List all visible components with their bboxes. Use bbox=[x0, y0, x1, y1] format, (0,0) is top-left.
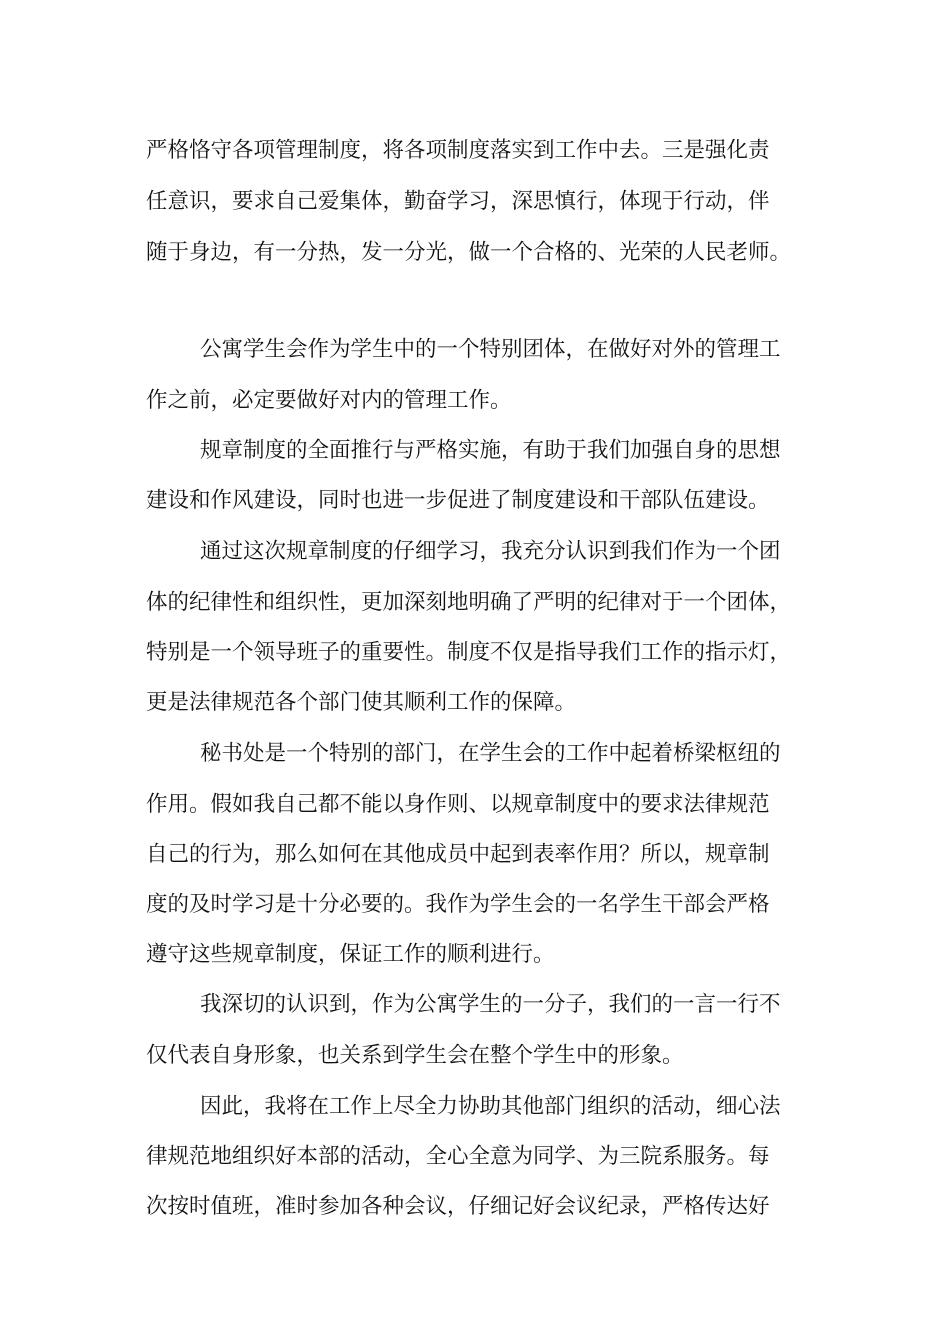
paragraph-start-line: 公寓学生会作为学生中的一个特别团体，在做好对外的管理工 bbox=[200, 337, 781, 362]
text-line: 作之前，必定要做好对内的管理工作。 bbox=[146, 388, 512, 413]
text-line: 体的纪律性和组织性，更加深刻地明确了严明的纪律对于一个团体， bbox=[146, 590, 792, 615]
text-line: 更是法律规范各个部门使其顺利工作的保障。 bbox=[146, 690, 577, 715]
paragraph-start-line: 我深切的认识到，作为公寓学生的一分子，我们的一言一行不 bbox=[200, 992, 781, 1017]
text-line: 建设和作风建设，同时也进一步促进了制度建设和干部队伍建设。 bbox=[146, 488, 770, 513]
text-line: 度的及时学习是十分必要的。我作为学生会的一名学生干部会严格 bbox=[146, 892, 770, 917]
text-line: 仅代表自身形象，也关系到学生会在整个学生中的形象。 bbox=[146, 1043, 684, 1068]
paragraph-start-line: 通过这次规章制度的仔细学习，我充分认识到我们作为一个团 bbox=[200, 539, 781, 564]
text-line: 次按时值班，准时参加各种会议，仔细记好会议纪录，严格传达好 bbox=[146, 1194, 770, 1219]
text-line: 作用。假如我自己都不能以身作则、以规章制度中的要求法律规范 bbox=[146, 792, 770, 817]
paragraph-start-line: 因此，我将在工作上尽全力协助其他部门组织的活动，细心法 bbox=[200, 1094, 781, 1119]
paragraph-start-line: 秘书处是一个特别的部门，在学生会的工作中起着桥梁枢纽的 bbox=[200, 741, 781, 766]
paragraph-start-line: 规章制度的全面推行与严格实施，有助于我们加强自身的思想 bbox=[200, 438, 781, 463]
text-line: 随于身边，有一分热，发一分光，做一个合格的、光荣的人民老师。 bbox=[146, 240, 792, 265]
text-line: 任意识，要求自己爱集体，勤奋学习，深思慎行，体现于行动，伴 bbox=[146, 189, 770, 214]
text-line: 特别是一个领导班子的重要性。制度不仅是指导我们工作的指示灯， bbox=[146, 640, 792, 665]
text-line: 律规范地组织好本部的活动，全心全意为同学、为三院系服务。每 bbox=[146, 1144, 770, 1169]
text-line: 自己的行为，那么如何在其他成员中起到表率作用？所以，规章制 bbox=[146, 842, 770, 867]
text-line: 严格恪守各项管理制度，将各项制度落实到工作中去。三是强化责 bbox=[146, 138, 770, 163]
text-line: 遵守这些规章制度，保证工作的顺利进行。 bbox=[146, 942, 555, 967]
